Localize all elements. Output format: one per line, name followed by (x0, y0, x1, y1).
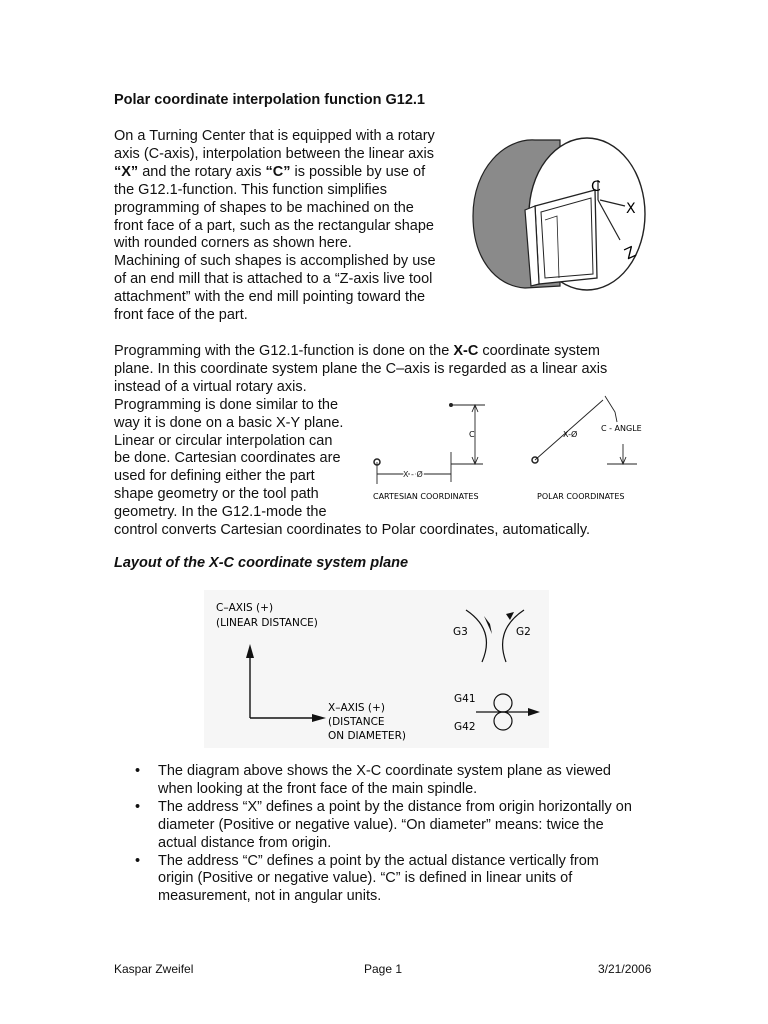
intro-line: with rounded corners as shown here. (114, 235, 352, 252)
list-item (135, 853, 632, 907)
footer-date: 3/21/2006 (598, 962, 652, 976)
cartesian-x-label: X - Ø (403, 470, 423, 479)
list-item (135, 799, 632, 853)
bullet-line: The address “X” defines a point by the distance from origin horizontally on (158, 798, 632, 815)
programming-line: be done. Cartesian coordinates are (114, 450, 341, 467)
x-axis-label-3: ON DIAMETER) (328, 730, 406, 742)
intro-line: Machining of such shapes is accomplished by use (114, 253, 436, 270)
intro-line: attachment” with the end mill pointing toward the (114, 289, 426, 306)
page-title: Polar coordinate interpolation function G12.1 (114, 92, 425, 108)
c-axis-label-1: C–AXIS (+) (216, 602, 274, 614)
xc-emphasis: X-C (453, 343, 479, 359)
footer-author: Kaspar Zweifel (114, 962, 194, 976)
cartesian-caption: CARTESIAN COORDINATES (373, 492, 479, 501)
intro-text: is possible by use of (290, 163, 426, 180)
g3-label: G3 (453, 626, 468, 638)
bullet-dot: • (135, 852, 141, 869)
bullet-line: when looking at the front face of the main spindle. (158, 780, 478, 797)
bullet-line: The address “C” defines a point by the actual distance vertically from (158, 852, 599, 869)
polar-x-label: X-Ø (563, 430, 578, 439)
bullet-line: actual distance from origin. (158, 834, 332, 851)
coordinate-comparison-diagram (365, 392, 655, 510)
programming-line: plane. In this coordinate system plane the C–axis is regarded as a linear axis (114, 360, 608, 377)
g41-label: G41 (454, 693, 476, 705)
polar-caption: POLAR COORDINATES (537, 492, 625, 501)
footer-page-number: Page 1 (364, 962, 403, 976)
bullet-line: measurement, not in angular units. (158, 888, 382, 905)
intro-line: On a Turning Center that is equipped with a rotary (114, 128, 435, 144)
intro-text: and the rotary axis (138, 163, 266, 180)
intro-paragraph (114, 128, 436, 325)
bullet-line: The diagram above shows the X-C coordinate system plane as viewed (158, 763, 611, 779)
intro-line: the G12.1-function. This function simplifies (114, 181, 387, 198)
intro-line: front face of the part. (114, 307, 248, 324)
xc-layout-diagram (204, 590, 549, 748)
x-axis-label-2: (DISTANCE (328, 716, 385, 728)
part-c-label: C (591, 179, 601, 195)
intro-line: axis (C-axis), interpolation between the linear axis (114, 145, 434, 162)
g42-label: G42 (454, 721, 476, 733)
g2-label: G2 (516, 626, 531, 638)
part-x-label: X (626, 201, 636, 217)
part-z-label: Z (621, 242, 639, 264)
programming-line: shape geometry or the tool path (114, 486, 319, 503)
bullet-line: diameter (Positive or negative value). “On diameter” means: twice the (158, 816, 604, 833)
part-illustration (465, 128, 660, 293)
programming-text: Programming with the G12.1-function is done on the (114, 343, 454, 359)
c-angle-label: C - ANGLE (601, 424, 642, 433)
intro-line: of an end mill that is attached to a “Z-axis live tool (114, 271, 433, 288)
bullet-list (135, 763, 632, 906)
x-axis-emphasis: “X” (114, 163, 139, 180)
intro-line: front face of a part, such as the rectangular shape (114, 217, 434, 234)
programming-line (114, 343, 607, 361)
intro-line: programming of shapes to be machined on the (114, 199, 414, 216)
programming-line: instead of a virtual rotary axis. (114, 378, 307, 395)
c-axis-label-2: (LINEAR DISTANCE) (216, 617, 318, 629)
programming-line: used for defining either the part (114, 468, 315, 485)
bullet-dot: • (135, 763, 141, 779)
bullet-dot: • (135, 798, 141, 815)
list-item (135, 763, 632, 799)
programming-line: Programming is done similar to the (114, 396, 339, 413)
programming-line: geometry. In the G12.1-mode the (114, 504, 327, 521)
bullet-line: origin (Positive or negative value). “C” is defined in linear units of (158, 870, 573, 887)
layout-heading: Layout of the X-C coordinate system plane (114, 555, 409, 571)
programming-line: control converts Cartesian coordinates to Polar coordinates, automatically. (114, 522, 591, 539)
c-axis-emphasis: “C” (265, 163, 291, 180)
x-axis-label-1: X–AXIS (+) (328, 702, 385, 714)
programming-line: way it is done on a basic X-Y plane. (114, 414, 344, 431)
intro-line (114, 164, 436, 182)
programming-text: coordinate system (478, 343, 601, 359)
programming-line: Linear or circular interpolation can (114, 432, 333, 449)
cartesian-c-label: C (469, 430, 475, 439)
